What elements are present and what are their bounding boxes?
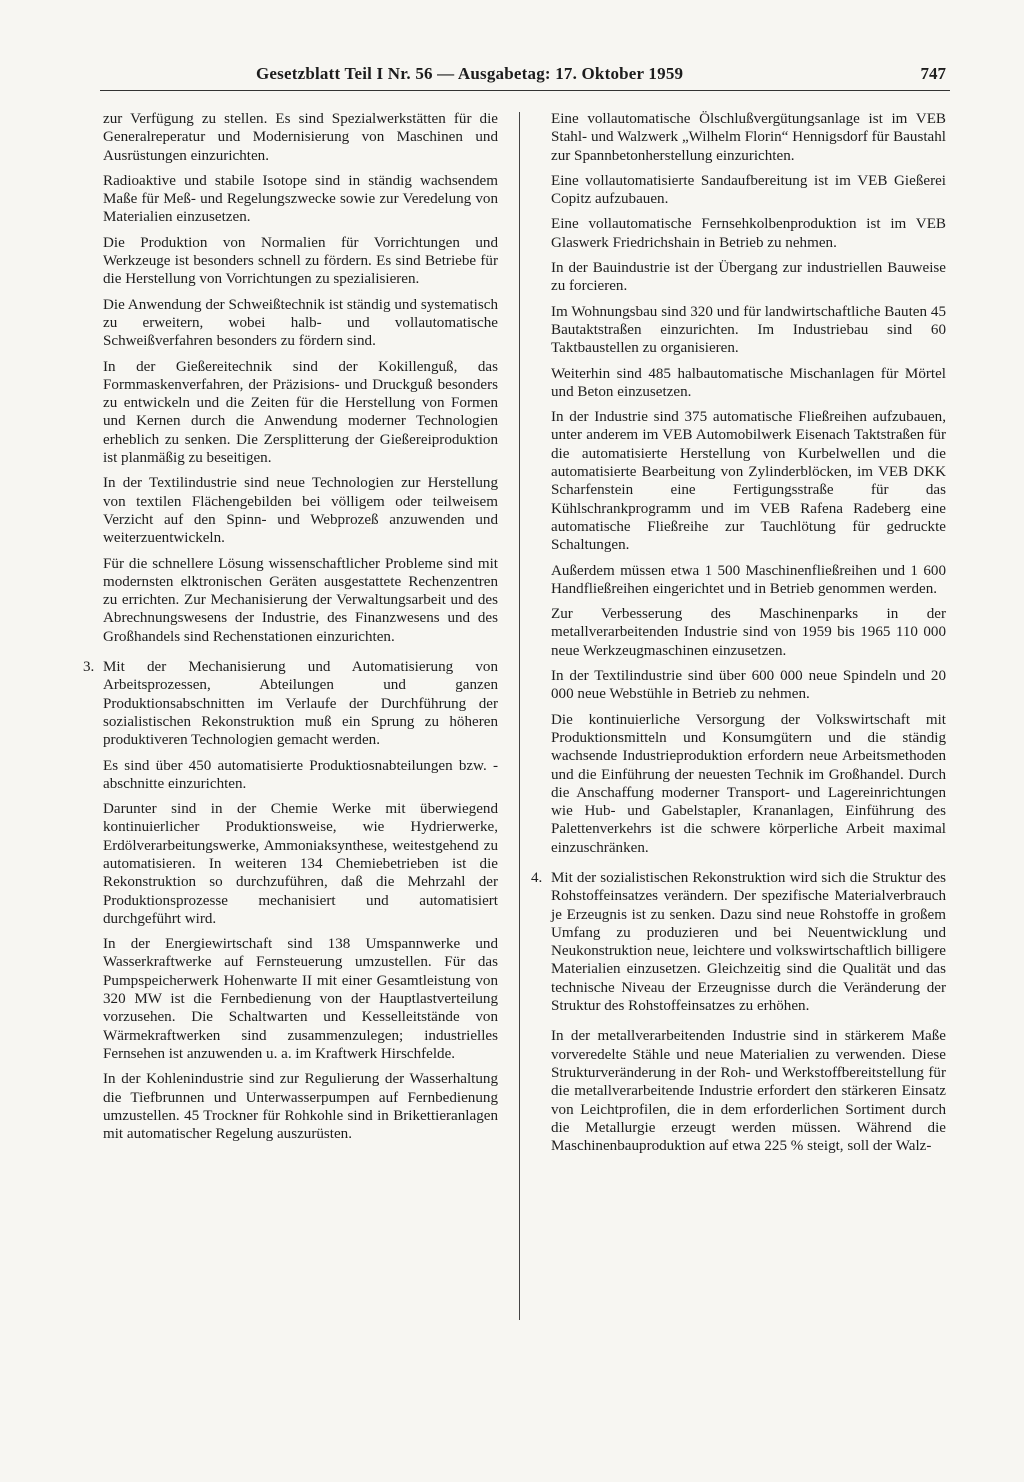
paragraph: Außerdem müssen etwa 1 500 Maschinenfließreihen und 1 600 Handfließreihen eingerichtet und in Betrieb genommen werden. — [551, 562, 946, 597]
right-column — [531, 110, 946, 1162]
paragraph: Eine vollautomatische Ölschlußvergütungsanlage ist im VEB Stahl- und Walzwerk „Wilhelm Florin“ Hennigsdorf für Baustahl zur Spannbetonherstellung einzurichten. — [551, 111, 946, 164]
column-divider — [519, 112, 520, 1320]
paragraph: Die kontinuierliche Versorgung der Volkswirtschaft mit Produktionsmitteln und Konsumgütern und die ständig wachsende Industrieproduktion erfordern neue Arbeitsmethoden und die Einführung der neuesten Technik im Großhandel. Durch die Anschaffung moderner Transport- und Lagereinrichtungen wie Hub- und Gabelstapler, Krananlagen, Einführung des Palettenverkehrs ist die schwere körperliche Arbeit maximal einzuschränken. — [551, 711, 946, 856]
paragraph: In der Textilindustrie sind neue Technologien zur Herstellung von textilen Flächengebilden bei völligem oder teilweisem Verzicht auf den Spinn- und Webprozeß anzuwenden und weiterzuentwickeln. — [103, 475, 498, 547]
item-number: 4. — [531, 869, 543, 886]
list-item-4 — [531, 869, 946, 1015]
paragraph: Radioaktive und stabile Isotope sind in ständig wachsendem Maße für Meß- und Regelungszwecke sowie zur Veredelung von Materialien einzusetzen. — [103, 172, 498, 226]
paragraph: Für die schnellere Lösung wissenschaftlicher Probleme sind mit modernsten elktronischen Geräten ausgestattete Rechenzentren zu errichten. Zur Mechanisierung der Verwaltungsarbeit und des Abrechnungswesens der Industrie, des Finanzwesens und des Großhandels sind Rechenstationen einzurichten. — [103, 555, 498, 645]
paragraph: In der Gießereitechnik sind der Kokillenguß, das Formmaskenverfahren, der Präzisions- und Druckguß besonders zu entwickeln und die Zeiten für die Herstellung von Formen und Kernen durch die Anwendung moderner Technologien erheblich zu senken. Die Zersplitterung der Gießereiproduktion ist planmäßig zu beseitigen. — [103, 358, 498, 467]
paragraph: Darunter sind in der Chemie Werke mit überwiegend kontinuierlicher Produktionsweise, wie Hydrierwerke, Erdölverarbeitungswerke, Ammoniaksynthese, weitestgehend zu automatisieren. In weiteren 134 Chemiebetrieben ist die Rekonstruktion so durchzuführen, daß die Mehrzahl der Produktionsprozesse mechanisiert und automatisiert durchgeführt wird. — [103, 801, 498, 927]
header-title: Gesetzblatt Teil I Nr. 56 — Ausgabetag: 17. Oktober 1959 — [256, 64, 684, 83]
page-header — [100, 64, 950, 91]
paragraph: In der Industrie sind 375 automatische Fließreihen aufzubauen, unter anderem im VEB Automobilwerk Eisenach Taktstraßen für die automatisierte Herstellung von Kurbelwellen und die automatisierte Bearbeitung von Zylinderblöcken, im VEB DKK Scharfenstein eine Fertigungsstraße für das Kühlschrankprogramm und im VEB Rafena Radeberg eine automatische Fließreihe zur Tauchlötung für gedruckte Schaltungen. — [551, 409, 946, 554]
paragraph: zur Verfügung zu stellen. Es sind Spezialwerkstätten für die Generalreperatur und Modernisierung von Maschinen und Ausrüstungen einzurichten. — [103, 111, 498, 164]
paragraph: In der metallverarbeitenden Industrie sind in stärkerem Maße vorveredelte Stähle und neue Materialien zu verwenden. Diese Strukturveränderung in der Roh- und Werkstoffbereitstellung für die metallverarbeitende Industrie erfordert den stärkeren Einsatz von Leichtprofilen, die in dem erforderlichen Sortiment durch die Metallurgie erzeugt werden müssen. Während die Maschinenbauproduktion auf etwa 225 % steigt, soll der Walz- — [551, 1028, 946, 1155]
list-item-3 — [83, 658, 498, 749]
paragraph: In der Textilindustrie sind über 600 000 neue Spindeln und 20 000 neue Webstühle in Betrieb zu nehmen. — [551, 668, 946, 703]
paragraph: Eine vollautomatische Fernsehkolbenproduktion ist im VEB Glaswerk Friedrichshain in Betrieb zu nehmen. — [551, 216, 946, 251]
paragraph: In der Kohlenindustrie sind zur Regulierung der Wasserhaltung die Tiefbrunnen und Unterwasserpumpen auf Fernbedienung umzustellen. 45 Trockner für Rohkohle sind in Brikettieranlagen mit automatischer Regelung auszurüsten. — [103, 1071, 498, 1143]
paragraph: Die Produktion von Normalien für Vorrichtungen und Werkzeuge ist besonders schnell zu fördern. Es sind Betriebe für die Herstellung von Vorrichtungen zu spezialisieren. — [103, 234, 498, 288]
paragraph: In der Energiewirtschaft sind 138 Umspannwerke und Wasserkraftwerke auf Fernsteuerung umzustellen. Für das Pumpspeicherwerk Hohenwarte II mit einer Gesamtleistung von 320 MW ist die Fernbedienung von der Hauptlastverteilung vorzusehen. Die Schaltwarten und Kesselleitstände von Wärmekraftwerken sind zusammenzulegen; industrielles Fernsehen ist anzuwenden u. a. im Kraftwerk Hirschfelde. — [103, 936, 498, 1062]
paragraph: Zur Verbesserung des Maschinenparks in der metallverarbeitenden Industrie sind von 1959 bis 1965 110 000 neue Werkzeugmaschinen einzusetzen. — [551, 606, 946, 659]
paragraph: Mit der Mechanisierung und Automatisierung von Arbeitsprozessen, Abteilungen und ganzen Produktionsabschnitten im Verlaufe der Durchführung der sozialistischen Rekonstruktion muß ein Sprung zu höheren produktiveren Technologien gemacht werden. — [103, 659, 498, 749]
left-column — [83, 110, 498, 1150]
page-number: 747 — [920, 64, 946, 83]
paragraph: Es sind über 450 automatisierte Produktiosnabteilungen bzw. -abschnitte einzurichten. — [103, 757, 498, 792]
paragraph: In der Bauindustrie ist der Übergang zur industriellen Bauweise zu forcieren. — [551, 260, 946, 295]
paragraph: Mit der sozialistischen Rekonstruktion wird sich die Struktur des Rohstoffeinsatzes verändern. Der spezifische Materialverbrauch je Erzeugnis ist zu senken. Dazu sind neue Rohstoffe in großem Umfang zu produzieren und bei Neuentwicklung und Neukonstruktion neue, leichtere und volkswirtschaftlich billigere Materialien einzusetzen. Gleichzeitig sind die Qualität und das technische Niveau der Erzeugnisse durch die Veränderung der Struktur des Rohstoffeinsatzes zu erhöhen. — [551, 869, 946, 1015]
paragraph: Weiterhin sind 485 halbautomatische Mischanlagen für Mörtel und Beton einzusetzen. — [551, 365, 946, 400]
paragraph: Eine vollautomatisierte Sandaufbereitung ist im VEB Gießerei Copitz aufzubauen. — [551, 172, 946, 208]
item-number: 3. — [83, 659, 95, 676]
paragraph: Die Anwendung der Schweißtechnik ist ständig und systematisch zu erweitern, wobei halb- und vollautomatische Schweißverfahren besonders zu fördern sind. — [103, 296, 498, 350]
paragraph: Im Wohnungsbau sind 320 und für landwirtschaftliche Bauten 45 Bautaktstraßen einzurichten. Im Industriebau sind 60 Taktbaustellen zu organisieren. — [551, 303, 946, 357]
